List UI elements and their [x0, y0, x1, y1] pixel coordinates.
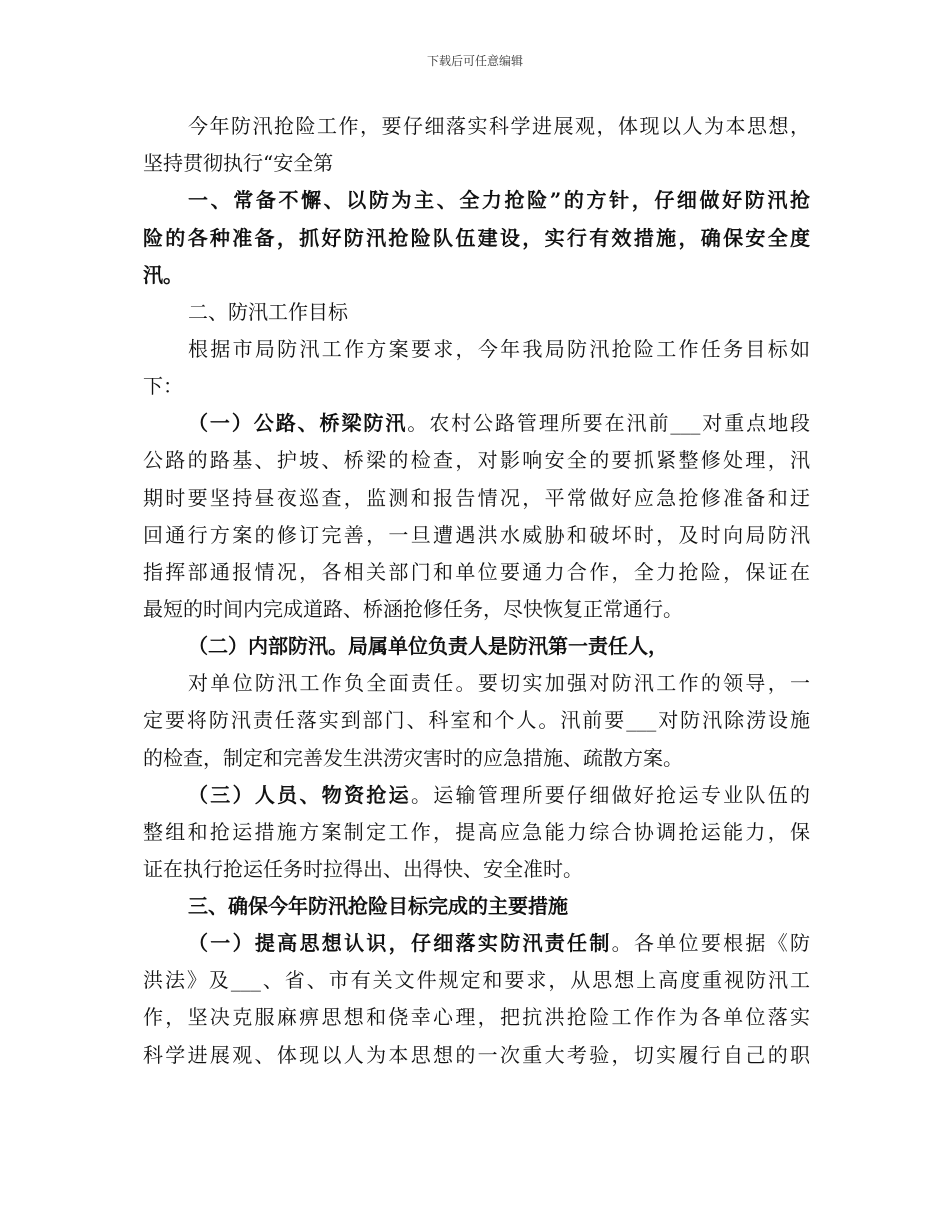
subheading-label: （三）人员、物资抢运	[188, 783, 411, 807]
paragraph-line: 今年防汛抢险工作，要仔细落实科学进展观，体现以人为本思想，	[188, 114, 810, 138]
subheading-line	[188, 410, 810, 436]
subheading-line	[188, 930, 810, 956]
section-heading: 二、防汛工作目标	[188, 300, 348, 324]
section-heading: 三、确保今年防汛抢险目标完成的主要措施	[188, 894, 568, 918]
paragraph-line: 回通行方案的修订完善，一旦遭遇洪水威胁和破坏时，及时向局防汛	[143, 523, 810, 547]
subheading-line: （二）内部防汛。局属单位负责人是防汛第一责任人，	[188, 634, 668, 658]
paragraph-line: 科学进展观、体现以人为本思想的一次重大考验，切实履行自己的职	[143, 1043, 810, 1067]
subheading-label: （一）公路、桥梁防汛	[188, 411, 408, 435]
paragraph-line: 整组和抢运措施方案制定工作，提高应急能力综合协调抢运能力，保	[143, 820, 810, 844]
heading-line: 汛。	[143, 263, 183, 287]
page-header: 下载后可任意编辑	[426, 54, 523, 68]
paragraph-line: 指挥部通报情况，各相关部门和单位要通力合作，全力抢险，保证在	[143, 560, 810, 584]
paragraph-line: 最短的时间内完成道路、桥涵抢修任务，尽快恢复正常通行。	[143, 597, 683, 621]
subheading-text: 。农村公路管理所要在汛前___对重点地段	[407, 411, 811, 435]
subheading-text: 。各单位要根据《防	[611, 931, 811, 955]
paragraph-line: 证在执行抢运任务时拉得出、出得快、安全准时。	[143, 857, 583, 881]
paragraph-line: 洪法》及___、省、市有关文件规定和要求，从思想上高度重视防汛工	[143, 968, 810, 992]
paragraph-line: 对单位防汛工作负全面责任。要切实加强对防汛工作的领导，一	[188, 671, 810, 695]
subheading-text: 。运输管理所要仔细做好抢运专业队伍的	[410, 783, 811, 807]
paragraph-line: 根据市局防汛工作方案要求，今年我局防汛抢险工作任务目标如	[188, 337, 810, 361]
paragraph-line: 公路的路基、护坡、桥梁的检查，对影响安全的要抓紧整修处理，汛	[143, 448, 810, 472]
paragraph-line: 定要将防汛责任落实到部门、科室和个人。汛前要___对防汛除涝设施	[143, 708, 810, 732]
heading-line: 险的各种准备，抓好防汛抢险队伍建设，实行有效措施，确保安全度	[143, 226, 810, 250]
heading-line: 一、常备不懈、以防为主、全力抢险”的方针，仔细做好防汛抢	[188, 188, 810, 212]
paragraph-line: 下：	[143, 374, 183, 398]
subheading-line	[188, 782, 810, 808]
paragraph-line: 的检查，制定和完善发生洪涝灾害时的应急措施、疏散方案。	[143, 746, 683, 770]
subheading-label: （一）提高思想认识，仔细落实防汛责任制	[188, 931, 612, 955]
paragraph-line: 期时要坚持昼夜巡查，监测和报告情况，平常做好应急抢修准备和迂	[143, 486, 810, 510]
paragraph-line: 作，坚决克服麻痹思想和侥幸心理，把抗洪抢险工作作为各单位落实	[143, 1005, 810, 1029]
paragraph-line: 坚持贯彻执行“安全第	[143, 151, 334, 175]
